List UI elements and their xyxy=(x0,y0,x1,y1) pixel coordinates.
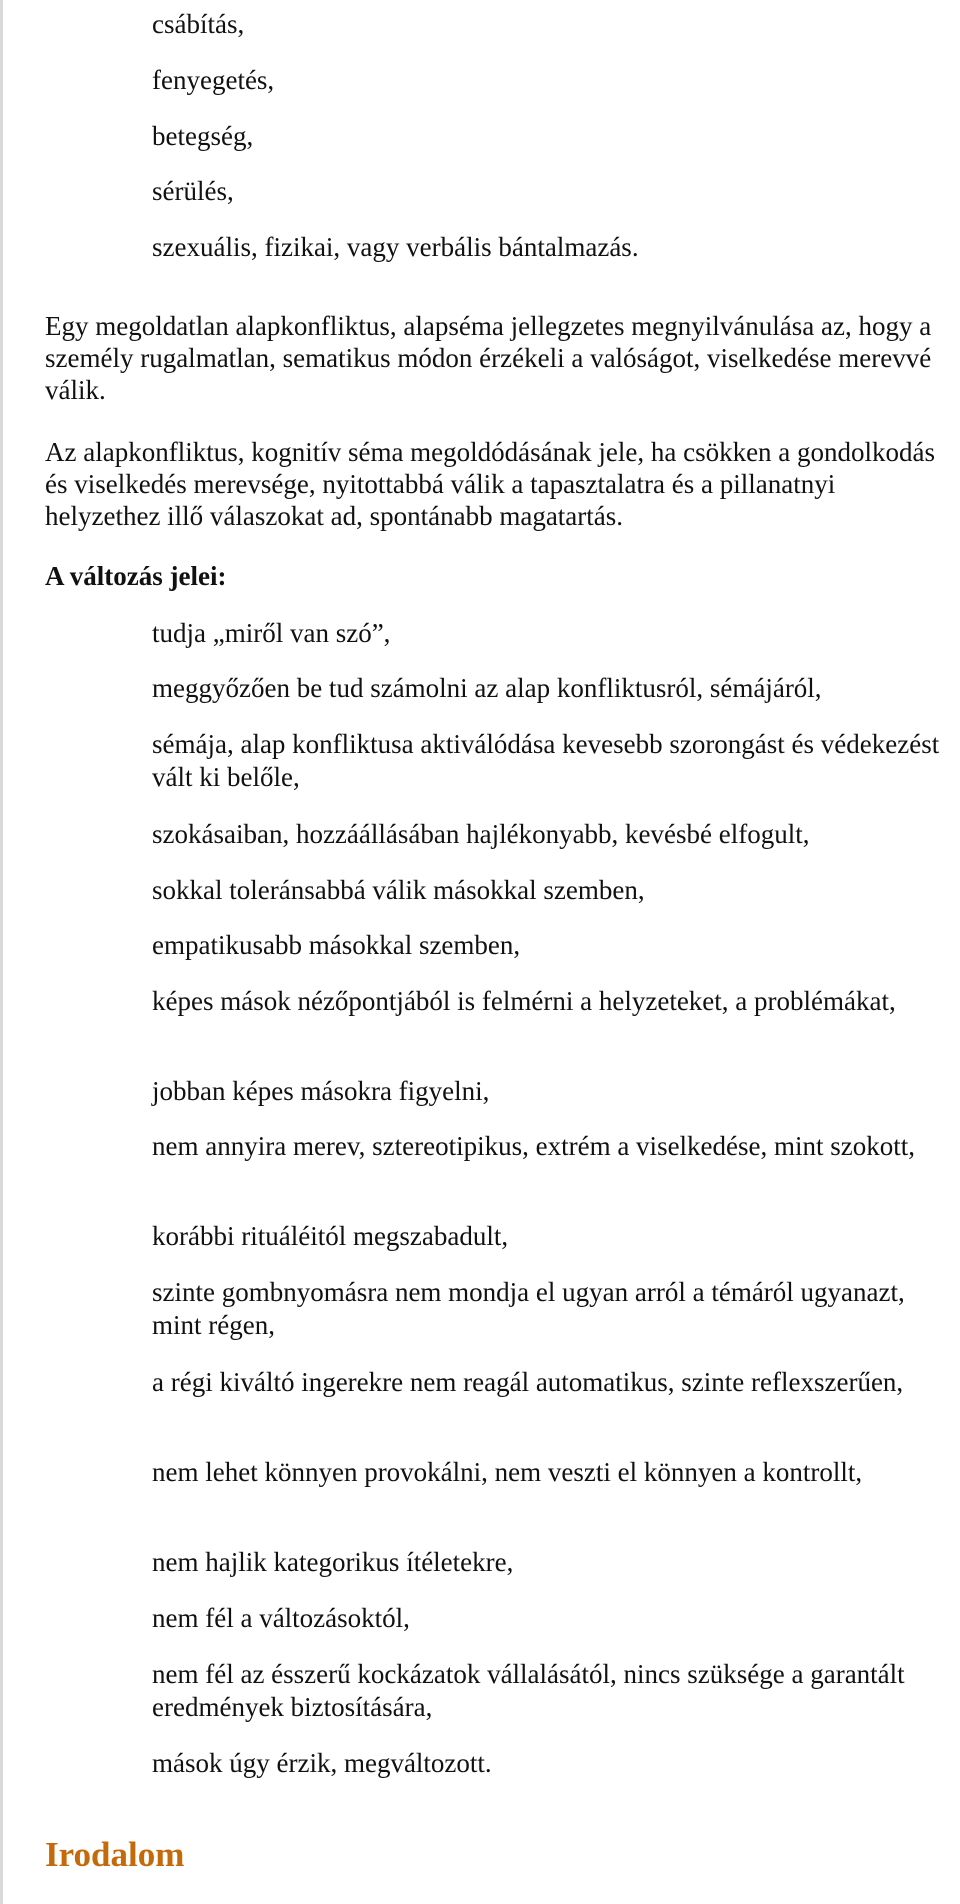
changes-heading: A változás jelei: xyxy=(45,561,227,591)
list-item: meggyőzően be tud számolni az alap konfliktusról, sémájáról, xyxy=(152,673,822,703)
literature-heading: Irodalom xyxy=(45,1835,185,1874)
list-item: sémája, alap konfliktusa aktiválódása kevesebb szorongást és védekezést vált ki belőle, xyxy=(152,729,940,792)
list-item: korábbi rituáléitól megszabadult, xyxy=(152,1221,509,1251)
list-item: tudja „miről van szó”, xyxy=(152,618,391,648)
list-item: empatikusabb másokkal szemben, xyxy=(152,930,521,960)
list-item: képes mások nézőpontjából is felmérni a helyzeteket, a problémákat, xyxy=(152,986,896,1016)
list-item: fenyegetés, xyxy=(152,65,275,95)
paragraph-resolution: Az alapkonfliktus, kognitív séma megoldódásának jele, ha csökken a gondolkodás és viselkedés merevsége, nyitottabbá válik a tapasztalatra és a pillanatnyi helyzethez illő válaszokat ad, spontánabb magatartás. xyxy=(45,437,936,531)
list-item: szinte gombnyomásra nem mondja el ugyan arról a témáról ugyanazt, mint régen, xyxy=(152,1277,905,1340)
list-item: csábítás, xyxy=(152,9,245,39)
list-item: mások úgy érzik, megváltozott. xyxy=(152,1748,492,1778)
list-item: nem lehet könnyen provokálni, nem veszti el könnyen a kontrollt, xyxy=(152,1457,863,1487)
list-item: szokásaiban, hozzáállásában hajlékonyabb, kevésbé elfogult, xyxy=(152,819,810,849)
list-item: nem fél az ésszerű kockázatok vállalásától, nincs szüksége a garantált eredmények biztosítására, xyxy=(152,1659,905,1722)
paragraph-rigidity: Egy megoldatlan alapkonfliktus, alapséma jellegzetes megnyilvánulása az, hogy a személy rugalmatlan, sematikus módon érzékeli a valóságot, viselkedése merevvé válik. xyxy=(45,311,932,405)
list-item: nem hajlik kategorikus ítéletekre, xyxy=(152,1547,514,1577)
list-item: sokkal toleránsabbá válik másokkal szemben, xyxy=(152,875,645,905)
list-item: sérülés, xyxy=(152,176,234,206)
list-item: jobban képes másokra figyelni, xyxy=(152,1076,490,1106)
list-item: betegség, xyxy=(152,121,254,151)
list-item: a régi kiváltó ingerekre nem reagál automatikus, szinte reflexszerűen, xyxy=(152,1367,904,1397)
list-item: szexuális, fizikai, vagy verbális bántalmazás. xyxy=(152,232,639,262)
list-item: nem annyira merev, sztereotipikus, extrém a viselkedése, mint szokott, xyxy=(152,1131,916,1161)
list-item: nem fél a változásoktól, xyxy=(152,1603,410,1633)
